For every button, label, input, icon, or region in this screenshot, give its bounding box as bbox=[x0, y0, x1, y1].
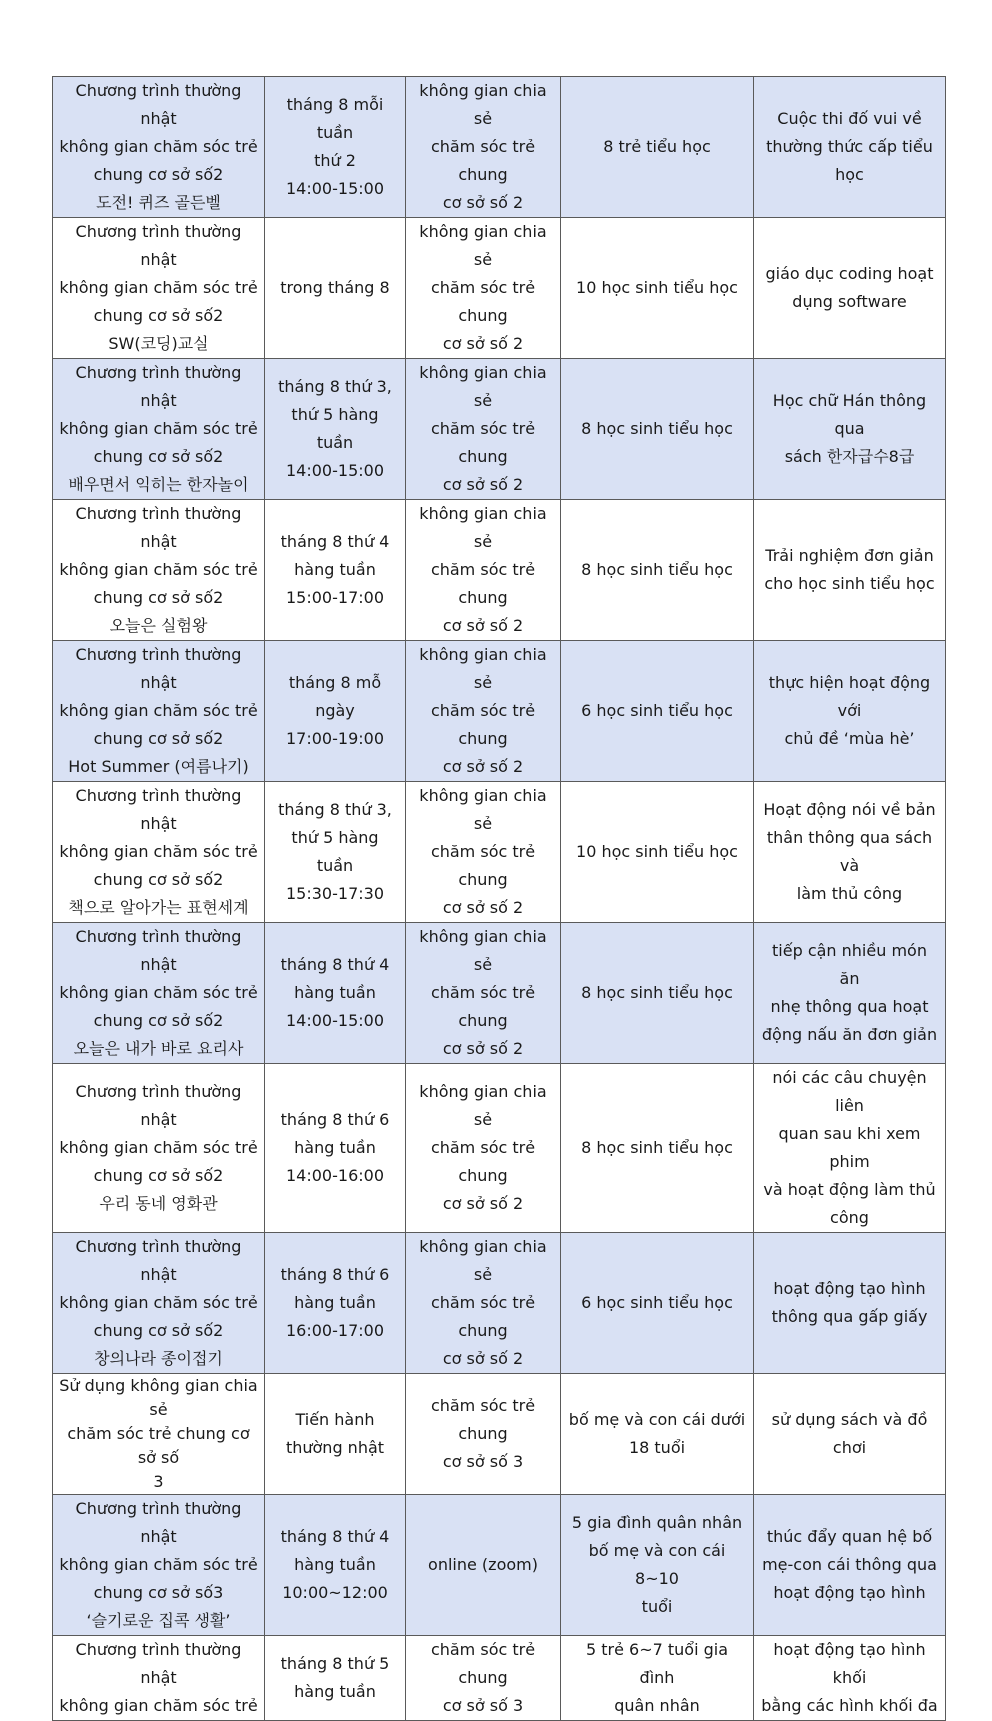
program-name-cell: Chương trình thường nhật không gian chăm sóc trẻ chung cơ sở số2 오늘은 실험왕 bbox=[53, 500, 265, 641]
program-name-cell: Chương trình thường nhật không gian chăm sóc trẻ chung cơ sở số2 오늘은 내가 바로 요리사 bbox=[53, 923, 265, 1064]
program-name-cell: Chương trình thường nhật không gian chăm sóc trẻ bbox=[53, 1636, 265, 1721]
time-cell: tháng 8 thứ 3, thứ 5 hàng tuần 14:00-15:00 bbox=[265, 359, 406, 500]
time-cell: tháng 8 thứ 4 hàng tuần 15:00-17:00 bbox=[265, 500, 406, 641]
content-cell: thực hiện hoạt động với chủ đề ‘mùa hè’ bbox=[754, 641, 946, 782]
content-cell: Cuộc thi đố vui về thường thức cấp tiểu học bbox=[754, 77, 946, 218]
time-cell: tháng 8 thứ 6 hàng tuần 16:00-17:00 bbox=[265, 1233, 406, 1374]
time-cell: tháng 8 thứ 4 hàng tuần 10:00~12:00 bbox=[265, 1495, 406, 1636]
table-row bbox=[53, 500, 946, 641]
target-cell: bố mẹ và con cái dưới 18 tuổi bbox=[561, 1374, 754, 1495]
target-cell: 8 học sinh tiểu học bbox=[561, 359, 754, 500]
target-cell: 6 học sinh tiểu học bbox=[561, 1233, 754, 1374]
program-name-cell: Sử dụng không gian chia sẻ chăm sóc trẻ chung cơ sở số 3 bbox=[53, 1374, 265, 1495]
content-cell: Học chữ Hán thông qua sách 한자급수8급 bbox=[754, 359, 946, 500]
program-name-cell: Chương trình thường nhật không gian chăm sóc trẻ chung cơ sở số2 배우면서 익히는 한자놀이 bbox=[53, 359, 265, 500]
program-name-cell: Chương trình thường nhật không gian chăm sóc trẻ chung cơ sở số2 우리 동네 영화관 bbox=[53, 1064, 265, 1233]
time-cell: tháng 8 mỗ ngày 17:00-19:00 bbox=[265, 641, 406, 782]
content-cell: nói các câu chuyện liên quan sau khi xem phim và hoạt động làm thủ công bbox=[754, 1064, 946, 1233]
place-cell: chăm sóc trẻ chung cơ sở số 3 bbox=[406, 1374, 561, 1495]
content-cell: hoạt động tạo hình khối bằng các hình khối đa bbox=[754, 1636, 946, 1721]
target-cell: 8 trẻ tiểu học bbox=[561, 77, 754, 218]
table-row bbox=[53, 77, 946, 218]
place-cell: không gian chia sẻ chăm sóc trẻ chung cơ sở số 2 bbox=[406, 500, 561, 641]
table-row bbox=[53, 1495, 946, 1636]
target-cell: 10 học sinh tiểu học bbox=[561, 218, 754, 359]
target-cell: 6 học sinh tiểu học bbox=[561, 641, 754, 782]
target-cell: 8 học sinh tiểu học bbox=[561, 500, 754, 641]
program-name-cell: Chương trình thường nhật không gian chăm sóc trẻ chung cơ sở số2 창의나라 종이접기 bbox=[53, 1233, 265, 1374]
table-row bbox=[53, 641, 946, 782]
content-cell: sử dụng sách và đồ chơi bbox=[754, 1374, 946, 1495]
program-name-cell: Chương trình thường nhật không gian chăm sóc trẻ chung cơ sở số2 Hot Summer (여름나기) bbox=[53, 641, 265, 782]
time-cell: Tiến hành thường nhật bbox=[265, 1374, 406, 1495]
content-cell: hoạt động tạo hình thông qua gấp giấy bbox=[754, 1233, 946, 1374]
table-row bbox=[53, 1064, 946, 1233]
place-cell: không gian chia sẻ chăm sóc trẻ chung cơ sở số 2 bbox=[406, 359, 561, 500]
table-row bbox=[53, 1636, 946, 1721]
place-cell: không gian chia sẻ chăm sóc trẻ chung cơ sở số 2 bbox=[406, 1064, 561, 1233]
target-cell: 8 học sinh tiểu học bbox=[561, 923, 754, 1064]
program-table bbox=[52, 76, 946, 1721]
table-row bbox=[53, 782, 946, 923]
time-cell: trong tháng 8 bbox=[265, 218, 406, 359]
content-cell: Trải nghiệm đơn giản cho học sinh tiểu học bbox=[754, 500, 946, 641]
table-row bbox=[53, 923, 946, 1064]
place-cell: không gian chia sẻ chăm sóc trẻ chung cơ sở số 2 bbox=[406, 77, 561, 218]
place-cell: không gian chia sẻ chăm sóc trẻ chung cơ sở số 2 bbox=[406, 923, 561, 1064]
content-cell: thúc đẩy quan hệ bố mẹ-con cái thông qua hoạt động tạo hình bbox=[754, 1495, 946, 1636]
time-cell: tháng 8 thứ 5 hàng tuần bbox=[265, 1636, 406, 1721]
target-cell: 5 trẻ 6~7 tuổi gia đình quân nhân bbox=[561, 1636, 754, 1721]
time-cell: tháng 8 thứ 3, thứ 5 hàng tuần 15:30-17:30 bbox=[265, 782, 406, 923]
target-cell: 8 học sinh tiểu học bbox=[561, 1064, 754, 1233]
program-name-cell: Chương trình thường nhật không gian chăm sóc trẻ chung cơ sở số2 SW(코딩)교실 bbox=[53, 218, 265, 359]
table-row bbox=[53, 1374, 946, 1495]
program-name-cell: Chương trình thường nhật không gian chăm sóc trẻ chung cơ sở số2 책으로 알아가는 표현세계 bbox=[53, 782, 265, 923]
program-name-cell: Chương trình thường nhật không gian chăm sóc trẻ chung cơ sở số3 ‘슬기로운 집콕 생활’ bbox=[53, 1495, 265, 1636]
place-cell: chăm sóc trẻ chung cơ sở số 3 bbox=[406, 1636, 561, 1721]
content-cell: Hoạt động nói về bản thân thông qua sách và làm thủ công bbox=[754, 782, 946, 923]
content-cell: tiếp cận nhiều món ăn nhẹ thông qua hoạt động nấu ăn đơn giản bbox=[754, 923, 946, 1064]
time-cell: tháng 8 thứ 6 hàng tuần 14:00-16:00 bbox=[265, 1064, 406, 1233]
place-cell: online (zoom) bbox=[406, 1495, 561, 1636]
table-row bbox=[53, 359, 946, 500]
place-cell: không gian chia sẻ chăm sóc trẻ chung cơ sở số 2 bbox=[406, 218, 561, 359]
place-cell: không gian chia sẻ chăm sóc trẻ chung cơ sở số 2 bbox=[406, 782, 561, 923]
place-cell: không gian chia sẻ chăm sóc trẻ chung cơ sở số 2 bbox=[406, 641, 561, 782]
time-cell: tháng 8 mỗi tuần thứ 2 14:00-15:00 bbox=[265, 77, 406, 218]
target-cell: 5 gia đình quân nhân bố mẹ và con cái 8~10 tuổi bbox=[561, 1495, 754, 1636]
table-row bbox=[53, 218, 946, 359]
place-cell: không gian chia sẻ chăm sóc trẻ chung cơ sở số 2 bbox=[406, 1233, 561, 1374]
target-cell: 10 học sinh tiểu học bbox=[561, 782, 754, 923]
time-cell: tháng 8 thứ 4 hàng tuần 14:00-15:00 bbox=[265, 923, 406, 1064]
program-name-cell: Chương trình thường nhật không gian chăm sóc trẻ chung cơ sở số2 도전! 퀴즈 골든벨 bbox=[53, 77, 265, 218]
table-row bbox=[53, 1233, 946, 1374]
content-cell: giáo dục coding hoạt dụng software bbox=[754, 218, 946, 359]
